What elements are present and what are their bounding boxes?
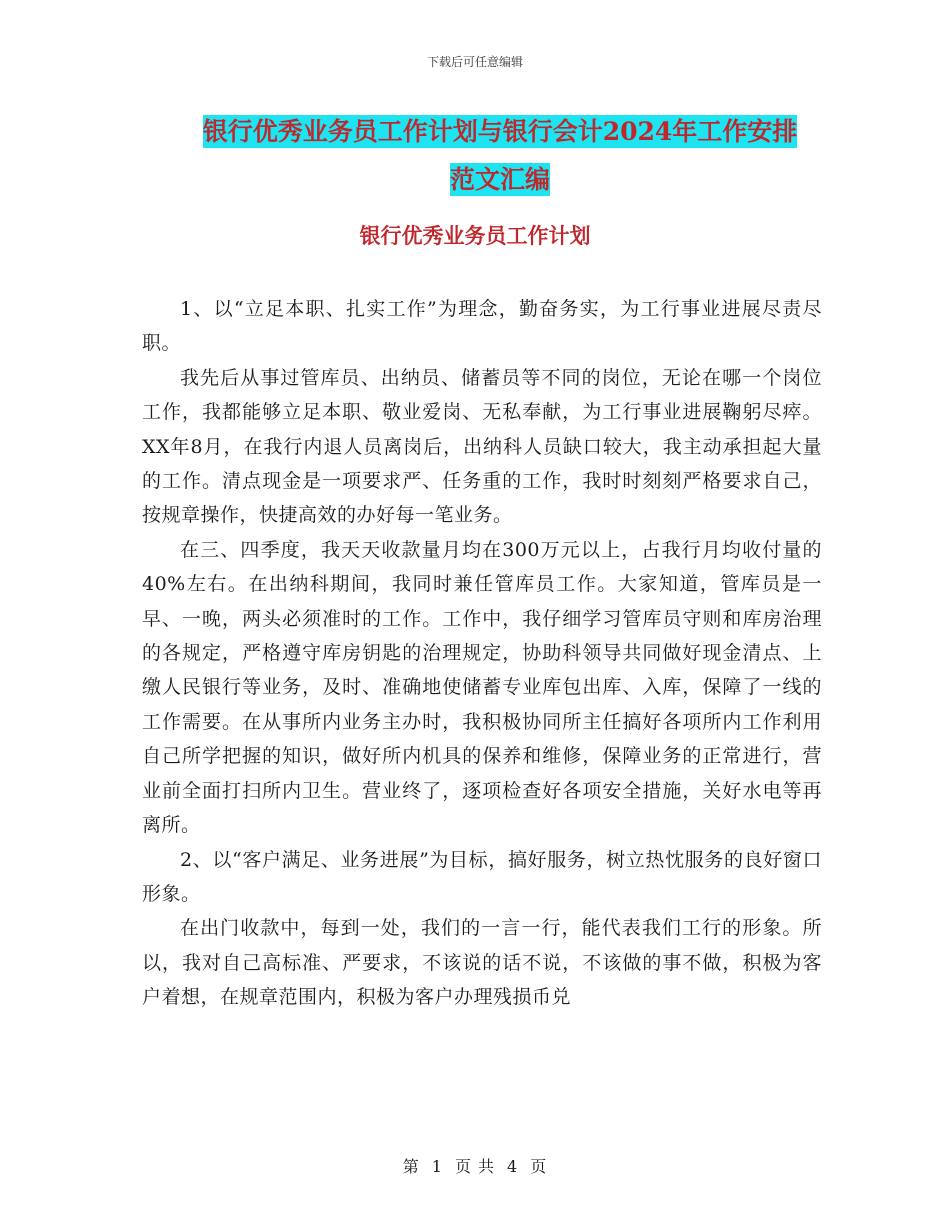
- footer-total-pages: 4: [507, 1157, 519, 1176]
- paragraph: 在三、四季度，我天天收款量月均在300万元以上，占我行月均收付量的40%左右。在出纳科期间，我同时兼任管库员工作。大家知道，管库员是一早、一晚，两头必须准时的工作。工作中，我仔细学习管库员守则和库房治理的各规定，严格遵守库房钥匙的治理规定，协助科领导共同做好现金清点、上缴人民银行等业务，及时、准确地使储蓄专业库包出库、入库，保障了一线的工作需要。在从事所内业务主办时，我积极协同所主任搞好各项所内工作利用自己所学把握的知识，做好所内机具的保养和维修，保障业务的正常进行，营业前全面打扫所内卫生。营业终了，逐项检查好各项安全措施，关好水电等再离所。: [142, 538, 822, 837]
- footer-suffix: 页: [530, 1157, 548, 1176]
- footer-page-number: 1: [431, 1157, 443, 1176]
- paragraph: 在出门收款中，每到一处，我们的一言一行，能代表我们工行的形象。所以，我对自己高标准、严要求，不该说的话不说，不该做的事不做，积极为客户着想，在规章范围内，积极为客户办理残损币兑: [142, 917, 822, 1009]
- body-text: [142, 292, 822, 1015]
- document-title: [150, 108, 850, 204]
- header-note: 下载后可任意编辑: [426, 55, 523, 69]
- footer-middle: 页 共: [454, 1157, 496, 1176]
- document-title-line-2: 范文汇编: [449, 165, 550, 194]
- section-title: 银行优秀业务员工作计划: [359, 223, 591, 248]
- document-title-line-1: 银行优秀业务员工作计划与银行会计2024年工作安排: [202, 117, 798, 146]
- paragraph: 1、以“立足本职、扎实工作”为理念，勤奋务实，为工行事业进展尽责尽职。: [142, 298, 822, 355]
- paragraph: 我先后从事过管库员、出纳员、储蓄员等不同的岗位，无论在哪一个岗位工作，我都能够立足本职、敬业爱岗、无私奉献，为工行事业进展鞠躬尽瘁。XX年8月，在我行内退人员离岗后，出纳科人员缺口较大，我主动承担起大量的工作。清点现金是一项要求严、任务重的工作，我时时刻刻严格要求自己，按规章操作，快捷高效的办好每一笔业务。: [142, 366, 822, 527]
- paragraph: 2、以“客户满足、业务进展”为目标，搞好服务，树立热忱服务的良好窗口形象。: [142, 848, 822, 905]
- footer-prefix: 第: [402, 1157, 420, 1176]
- page-footer: [0, 1154, 950, 1177]
